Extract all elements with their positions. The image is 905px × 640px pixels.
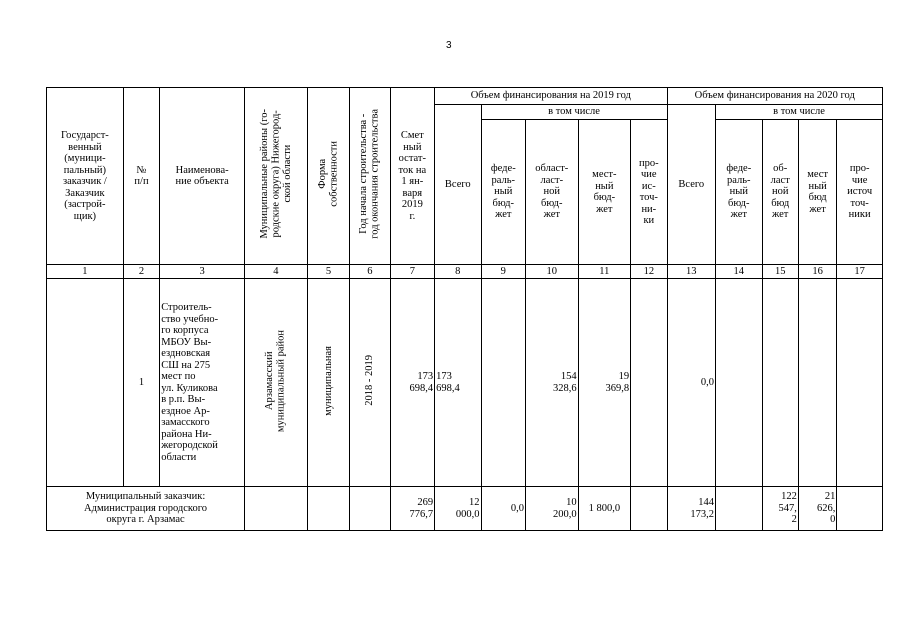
summary-label: Муниципальный заказчик: Администрация городского округа г. Арзамас — [47, 487, 245, 531]
header-including-2019: в том числе — [481, 105, 667, 120]
header-federal-2019: феде- раль- ный бюд- жет — [481, 120, 525, 265]
column-number: 16 — [798, 265, 836, 279]
funding-table — [46, 87, 883, 531]
header-total-2020: Всего — [667, 105, 716, 265]
cell-customer — [47, 279, 124, 487]
summary-federal-2020 — [716, 487, 762, 531]
column-number-row — [47, 265, 883, 279]
header-customer: Государст- венный (муници- пальный) заказчик / Заказчик (застрой- щик) — [47, 88, 124, 265]
cell-regional-2020 — [762, 279, 798, 487]
column-number: 15 — [762, 265, 798, 279]
column-number: 4 — [245, 265, 308, 279]
column-number: 12 — [631, 265, 667, 279]
cell-ownership: муниципальная — [307, 279, 349, 487]
column-number: 9 — [481, 265, 525, 279]
summary-regional-2019: 10 200,0 — [526, 487, 579, 531]
header-districts: Муниципальные районы (го- родские округа) Нижегород- ской области — [245, 88, 308, 265]
column-number: 6 — [350, 265, 390, 279]
cell-local-2020 — [798, 279, 836, 487]
header-federal-2020: феде- раль- ный бюд- жет — [716, 120, 762, 265]
cell-total-2020: 0,0 — [667, 279, 716, 487]
summary-local-2020: 21 626, 0 — [798, 487, 836, 531]
cell-other-2020 — [837, 279, 883, 487]
summary-row — [47, 487, 883, 531]
summary-years — [350, 487, 390, 531]
column-number: 7 — [390, 265, 434, 279]
header-including-2020: в том числе — [716, 105, 883, 120]
column-number: 8 — [435, 265, 481, 279]
summary-total-2019: 12 000,0 — [435, 487, 481, 531]
column-number: 10 — [526, 265, 579, 279]
cell-regional-2019: 154 328,6 — [526, 279, 579, 487]
column-number: 3 — [160, 265, 245, 279]
column-number: 14 — [716, 265, 762, 279]
column-number: 11 — [578, 265, 631, 279]
summary-other-2019 — [631, 487, 667, 531]
header-total-2019: Всего — [435, 105, 481, 265]
header-local-2020: мест ный бюд жет — [798, 120, 836, 265]
cell-local-2019: 19 369,8 — [578, 279, 631, 487]
summary-district — [245, 487, 308, 531]
column-number: 5 — [307, 265, 349, 279]
column-number: 17 — [837, 265, 883, 279]
header-other-2019: про- чие ис- точ- ни- ки — [631, 120, 667, 265]
cell-district: Арзамасский муниципальный район — [245, 279, 308, 487]
header-years: Год начала строительства - год окончания строительства — [350, 88, 390, 265]
header-funding-2019: Объем финансирования на 2019 год — [435, 88, 667, 105]
cell-object-name: Строитель- ство учебно- го корпуса МБОУ Вы- ездновская СШ на 275 мест по ул. Куликова в р.п. Вы- ездное Ар- замасского района Ни- жегородской области — [160, 279, 245, 487]
cell-total-2019: 173 698,4 — [435, 279, 481, 487]
cell-federal-2019 — [481, 279, 525, 487]
column-number: 13 — [667, 265, 716, 279]
cell-years: 2018 - 2019 — [350, 279, 390, 487]
header-regional-2019: област- ласт- ной бюд- жет — [526, 120, 579, 265]
summary-estimate-balance: 269 776,7 — [390, 487, 434, 531]
header-local-2019: мест- ный бюд- жет — [578, 120, 631, 265]
column-number: 1 — [47, 265, 124, 279]
summary-regional-2020: 122 547, 2 — [762, 487, 798, 531]
summary-other-2020 — [837, 487, 883, 531]
summary-total-2020: 144 173,2 — [667, 487, 716, 531]
summary-federal-2019: 0,0 — [481, 487, 525, 531]
header-num: № п/п — [123, 88, 159, 265]
cell-federal-2020 — [716, 279, 762, 487]
summary-local-2019: 1 800,0 — [578, 487, 631, 531]
table-row — [47, 279, 883, 487]
header-regional-2020: об- ласт ной бюд жет — [762, 120, 798, 265]
header-other-2020: про- чие источ точ- ники — [837, 120, 883, 265]
cell-estimate-balance: 173 698,4 — [390, 279, 434, 487]
header-ownership: Форма собственности — [307, 88, 349, 265]
cell-num: 1 — [123, 279, 159, 487]
header-estimate-balance: Смет ный остат- ток на 1 ян- варя 2019 г. — [390, 88, 434, 265]
cell-other-2019 — [631, 279, 667, 487]
column-number: 2 — [123, 265, 159, 279]
page-number: 3 — [446, 40, 452, 51]
summary-ownership — [307, 487, 349, 531]
header-funding-2020: Объем финансирования на 2020 год — [667, 88, 882, 105]
header-object-name: Наименова- ние объекта — [160, 88, 245, 265]
